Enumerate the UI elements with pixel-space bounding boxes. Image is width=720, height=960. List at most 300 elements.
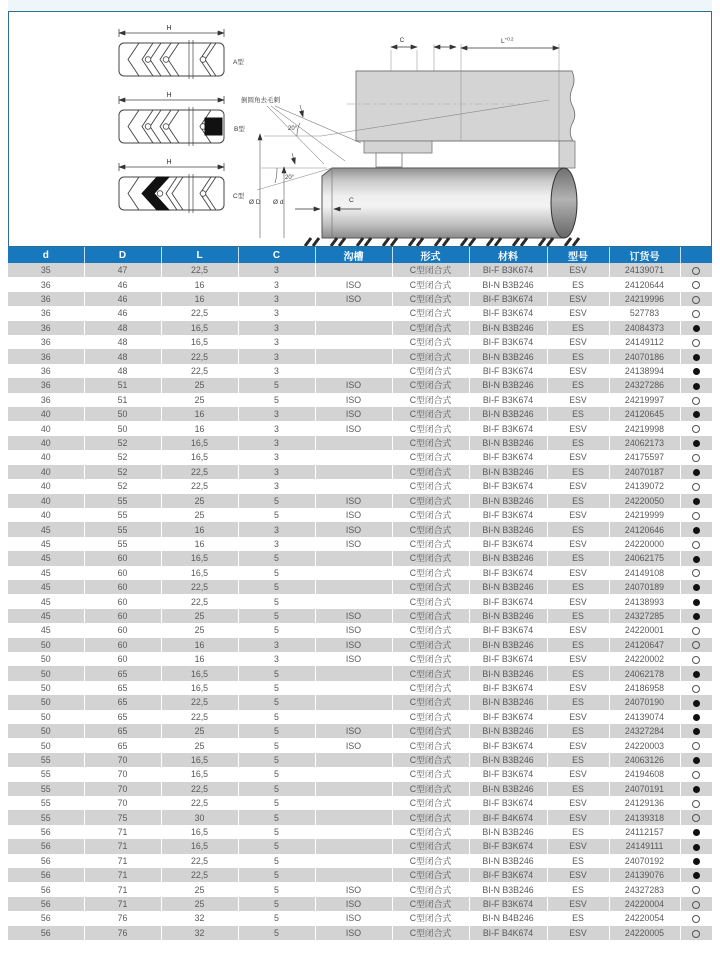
type-b-label: B型 [234,126,245,133]
cell-L: 16,5 [161,825,238,839]
filled-circle-icon [693,613,700,620]
cell-model: ES [547,782,609,796]
column-header-C: C [238,247,315,263]
filled-circle-icon [693,714,700,721]
cell-d: 45 [8,594,84,608]
cell-d: 36 [8,306,84,320]
table-row [8,782,712,796]
header-row [8,247,712,263]
cell-C: 3 [238,638,315,652]
cell-model: ES [547,753,609,767]
cell-availability [680,494,712,508]
cell-d: 45 [8,609,84,623]
open-circle-icon [692,886,700,894]
cell-material: BI-N B3B246 [469,580,547,594]
table-row [8,767,712,781]
cell-d: 50 [8,710,84,724]
cell-D: 46 [84,292,161,306]
cell-type: C型闭合式 [392,710,469,724]
gland-step [364,141,432,153]
cell-L: 16,5 [161,436,238,450]
cell-model: ES [547,436,609,450]
cell-D: 70 [84,753,161,767]
cell-availability [680,926,712,940]
cell-D: 52 [84,450,161,464]
cell-d: 56 [8,825,84,839]
cell-D: 55 [84,537,161,551]
cell-material: BI-F B3K674 [469,537,547,551]
cell-model: ES [547,407,609,421]
cell-L: 25 [161,897,238,911]
open-circle-icon [692,296,700,304]
cell-C: 5 [238,378,315,392]
cell-L: 16,5 [161,551,238,565]
cell-groove [315,335,392,349]
cell-L: 22,5 [161,695,238,709]
cell-type: C型闭合式 [392,767,469,781]
filled-circle-icon [693,872,700,879]
table-row [8,450,712,464]
cell-order-no: 24186958 [609,681,680,695]
cell-C: 3 [238,522,315,536]
type-c-label: C型 [233,193,245,200]
cell-material: BI-F B3K674 [469,292,547,306]
cell-groove: ISO [315,926,392,940]
cell-d: 40 [8,479,84,493]
cell-L: 16,5 [161,839,238,853]
cell-L: 22,5 [161,306,238,320]
housing-right-column [559,141,575,168]
cell-groove: ISO [315,522,392,536]
cell-type: C型闭合式 [392,825,469,839]
table-row [8,465,712,479]
cell-material: BI-F B3K674 [469,263,547,277]
table-row [8,911,712,925]
cell-d: 45 [8,551,84,565]
table-row [8,494,712,508]
table-row [8,695,712,709]
cell-availability [680,782,712,796]
cell-material: BI-N B3B246 [469,551,547,565]
cell-type: C型闭合式 [392,623,469,637]
table-row [8,364,712,378]
b-type-black-element [205,118,222,135]
cell-C: 3 [238,292,315,306]
serration-strip [305,238,579,246]
cell-model: ES [547,277,609,291]
cell-order-no: 24062175 [609,551,680,565]
cell-material: BI-N B3B246 [469,782,547,796]
cell-order-no: 24220000 [609,537,680,551]
cell-C: 5 [238,710,315,724]
cell-d: 40 [8,421,84,435]
cell-C: 5 [238,926,315,940]
filled-circle-icon [693,844,700,851]
cell-D: 60 [84,594,161,608]
cell-type: C型闭合式 [392,753,469,767]
cell-d: 56 [8,854,84,868]
cell-groove [315,767,392,781]
dia-inner-label: Ø d [273,199,284,206]
cell-C: 5 [238,580,315,594]
cell-L: 16,5 [161,566,238,580]
cell-groove: ISO [315,609,392,623]
cell-groove: ISO [315,882,392,896]
cell-D: 46 [84,277,161,291]
cell-availability [680,277,712,291]
cell-availability [680,306,712,320]
cell-groove: ISO [315,897,392,911]
cell-D: 71 [84,839,161,853]
dim-h-label-c: H [166,159,172,166]
cell-type: C型闭合式 [392,839,469,853]
cell-order-no: 24219998 [609,421,680,435]
cell-model: ES [547,911,609,925]
cell-d: 36 [8,378,84,392]
column-header-model: 型号 [547,247,609,263]
cell-D: 76 [84,926,161,940]
cell-d: 50 [8,738,84,752]
cell-C: 5 [238,839,315,853]
cell-type: C型闭合式 [392,911,469,925]
cell-C: 3 [238,407,315,421]
cell-groove: ISO [315,494,392,508]
cell-L: 25 [161,724,238,738]
cell-order-no: 24220001 [609,623,680,637]
table-row [8,551,712,565]
cell-d: 55 [8,753,84,767]
cell-groove: ISO [315,738,392,752]
cell-d: 50 [8,695,84,709]
filled-circle-icon [693,786,700,793]
table-row [8,349,712,363]
cell-availability [680,796,712,810]
cell-type: C型闭合式 [392,407,469,421]
cell-availability [680,609,712,623]
cell-groove [315,594,392,608]
cell-groove [315,465,392,479]
open-circle-icon [692,512,700,520]
open-circle-icon [692,814,700,822]
cell-order-no: 24220050 [609,494,680,508]
cross-section-assembly [241,37,579,247]
cell-model: ES [547,695,609,709]
cell-type: C型闭合式 [392,566,469,580]
cell-model: ESV [547,623,609,637]
cell-model: ESV [547,926,609,940]
cell-availability [680,897,712,911]
filled-circle-icon [693,829,700,836]
angle-upper-label: 20° [288,126,298,132]
cell-order-no: 24070187 [609,465,680,479]
cell-d: 55 [8,796,84,810]
cell-C: 3 [238,652,315,666]
cell-C: 3 [238,306,315,320]
cell-groove [315,695,392,709]
cell-type: C型闭合式 [392,335,469,349]
cell-order-no: 24062178 [609,666,680,680]
open-circle-icon [692,281,700,289]
table-row [8,810,712,824]
page-top-strip [8,0,712,11]
cell-availability [680,710,712,724]
cell-model: ES [547,854,609,868]
cell-C: 5 [238,695,315,709]
open-circle-icon [692,267,700,275]
cell-C: 5 [238,666,315,680]
cell-C: 3 [238,277,315,291]
cell-order-no: 24220002 [609,652,680,666]
cell-availability [680,911,712,925]
cell-D: 55 [84,508,161,522]
cell-groove: ISO [315,911,392,925]
cell-availability [680,623,712,637]
cell-C: 5 [238,494,315,508]
cell-d: 45 [8,522,84,536]
cell-D: 55 [84,494,161,508]
seal-technical-drawing [9,12,711,246]
cell-material: BI-N B3B246 [469,753,547,767]
cell-order-no: 24219997 [609,393,680,407]
cell-type: C型闭合式 [392,810,469,824]
cell-groove [315,349,392,363]
cell-groove [315,566,392,580]
filled-circle-icon [693,368,700,375]
table-row [8,710,712,724]
cell-type: C型闭合式 [392,868,469,882]
cell-d: 55 [8,782,84,796]
cell-d: 50 [8,652,84,666]
cell-groove [315,710,392,724]
cell-groove [315,551,392,565]
cell-type: C型闭合式 [392,551,469,565]
cell-C: 5 [238,854,315,868]
open-circle-icon [692,627,700,635]
cell-type: C型闭合式 [392,494,469,508]
cell-availability [680,810,712,824]
cell-material: BI-N B3B246 [469,277,547,291]
cell-D: 65 [84,710,161,724]
cell-type: C型闭合式 [392,277,469,291]
cell-d: 36 [8,321,84,335]
cell-model: ES [547,494,609,508]
cell-type: C型闭合式 [392,666,469,680]
cell-D: 70 [84,796,161,810]
filled-circle-icon [693,354,700,361]
cell-D: 60 [84,609,161,623]
cell-D: 48 [84,335,161,349]
cell-order-no: 24063126 [609,753,680,767]
cell-model: ESV [547,839,609,853]
cell-material: BI-F B4K674 [469,926,547,940]
cell-d: 40 [8,450,84,464]
column-header-order-no: 订货号 [609,247,680,263]
open-circle-icon [692,541,700,549]
cell-availability [680,882,712,896]
cell-D: 50 [84,421,161,435]
cell-material: BI-F B3K674 [469,710,547,724]
cell-availability [680,695,712,709]
cell-model: ESV [547,810,609,824]
cell-order-no: 24220004 [609,897,680,911]
table-row [8,580,712,594]
cell-order-no: 24219999 [609,508,680,522]
cell-groove [315,263,392,277]
cell-order-no: 527783 [609,306,680,320]
cell-d: 36 [8,277,84,291]
open-circle-icon [692,339,700,347]
cell-material: BI-N B3B246 [469,436,547,450]
filled-circle-icon [693,469,700,476]
dim-h-label-a: H [166,25,172,32]
cell-D: 65 [84,724,161,738]
table-row [8,652,712,666]
cell-order-no: 24220003 [609,738,680,752]
cell-type: C型闭合式 [392,378,469,392]
cell-material: BI-F B3K674 [469,681,547,695]
cell-material: BI-N B3B246 [469,638,547,652]
cell-model: ES [547,321,609,335]
cell-d: 55 [8,810,84,824]
cell-D: 51 [84,393,161,407]
cell-C: 5 [238,753,315,767]
cell-material: BI-N B3B246 [469,378,547,392]
cell-type: C型闭合式 [392,479,469,493]
cell-d: 45 [8,566,84,580]
open-circle-icon [692,800,700,808]
table-row [8,882,712,896]
cell-model: ESV [547,364,609,378]
cell-model: ESV [547,681,609,695]
cell-d: 36 [8,349,84,363]
cell-L: 16 [161,407,238,421]
cell-D: 48 [84,349,161,363]
cell-D: 65 [84,681,161,695]
filled-circle-icon [693,700,700,707]
cell-order-no: 24139074 [609,710,680,724]
dim-l-label: $L^{+0.2}$ [501,36,514,45]
cell-D: 71 [84,854,161,868]
cell-type: C型闭合式 [392,421,469,435]
cell-groove [315,681,392,695]
cell-availability [680,551,712,565]
table-row [8,753,712,767]
cell-C: 3 [238,450,315,464]
table-row [8,681,712,695]
cell-material: BI-F B3K674 [469,450,547,464]
table-row [8,277,712,291]
cell-order-no: 24327283 [609,882,680,896]
cell-d: 50 [8,681,84,695]
cell-availability [680,738,712,752]
cell-C: 5 [238,551,315,565]
cell-C: 3 [238,349,315,363]
cell-type: C型闭合式 [392,508,469,522]
cell-material: BI-N B3B246 [469,825,547,839]
groove-recess [376,153,402,167]
table-row [8,638,712,652]
table-row [8,839,712,853]
open-circle-icon [692,641,700,649]
cell-type: C型闭合式 [392,609,469,623]
cell-groove: ISO [315,421,392,435]
cell-D: 52 [84,479,161,493]
open-circle-icon [692,397,700,405]
cell-C: 5 [238,897,315,911]
cell-material: BI-F B3K674 [469,767,547,781]
cell-model: ES [547,378,609,392]
cell-material: BI-F B3K674 [469,479,547,493]
cell-material: BI-N B3B246 [469,724,547,738]
cell-model: ES [547,580,609,594]
cell-model: ESV [547,306,609,320]
cell-D: 71 [84,825,161,839]
cell-D: 60 [84,566,161,580]
cell-L: 25 [161,393,238,407]
cell-order-no: 24070191 [609,782,680,796]
cell-C: 3 [238,421,315,435]
cell-d: 45 [8,580,84,594]
cell-C: 3 [238,479,315,493]
cell-type: C型闭合式 [392,782,469,796]
cell-groove [315,450,392,464]
cell-d: 50 [8,638,84,652]
cell-D: 55 [84,522,161,536]
cell-material: BI-N B3B246 [469,321,547,335]
type-a-label: A型 [233,59,244,66]
cell-order-no: 24070186 [609,349,680,363]
cell-d: 56 [8,868,84,882]
cell-type: C型闭合式 [392,652,469,666]
cell-order-no: 24139318 [609,810,680,824]
cell-availability [680,263,712,277]
cell-C: 5 [238,782,315,796]
cell-L: 22,5 [161,479,238,493]
table-row [8,623,712,637]
seal-profile-b [119,92,224,146]
cell-L: 22,5 [161,580,238,594]
cell-L: 22,5 [161,364,238,378]
cell-model: ES [547,522,609,536]
cell-L: 22,5 [161,868,238,882]
cell-material: BI-F B3K674 [469,566,547,580]
open-circle-icon [692,454,700,462]
cell-model: ESV [547,450,609,464]
table-row [8,594,712,608]
cell-D: 60 [84,551,161,565]
cell-C: 5 [238,911,315,925]
seal-profile-a [119,25,224,79]
cell-d: 40 [8,508,84,522]
cell-availability [680,364,712,378]
filled-circle-icon [693,498,700,505]
table-row [8,854,712,868]
cell-d: 50 [8,724,84,738]
cell-d: 56 [8,911,84,925]
open-circle-icon [692,310,700,318]
table-row [8,868,712,882]
cell-availability [680,508,712,522]
filled-circle-icon [693,671,700,678]
cell-availability [680,335,712,349]
cell-C: 5 [238,738,315,752]
cell-type: C型闭合式 [392,465,469,479]
cell-D: 60 [84,652,161,666]
table-body [8,263,712,940]
cell-model: ESV [547,868,609,882]
cell-d: 56 [8,839,84,853]
cell-availability [680,436,712,450]
